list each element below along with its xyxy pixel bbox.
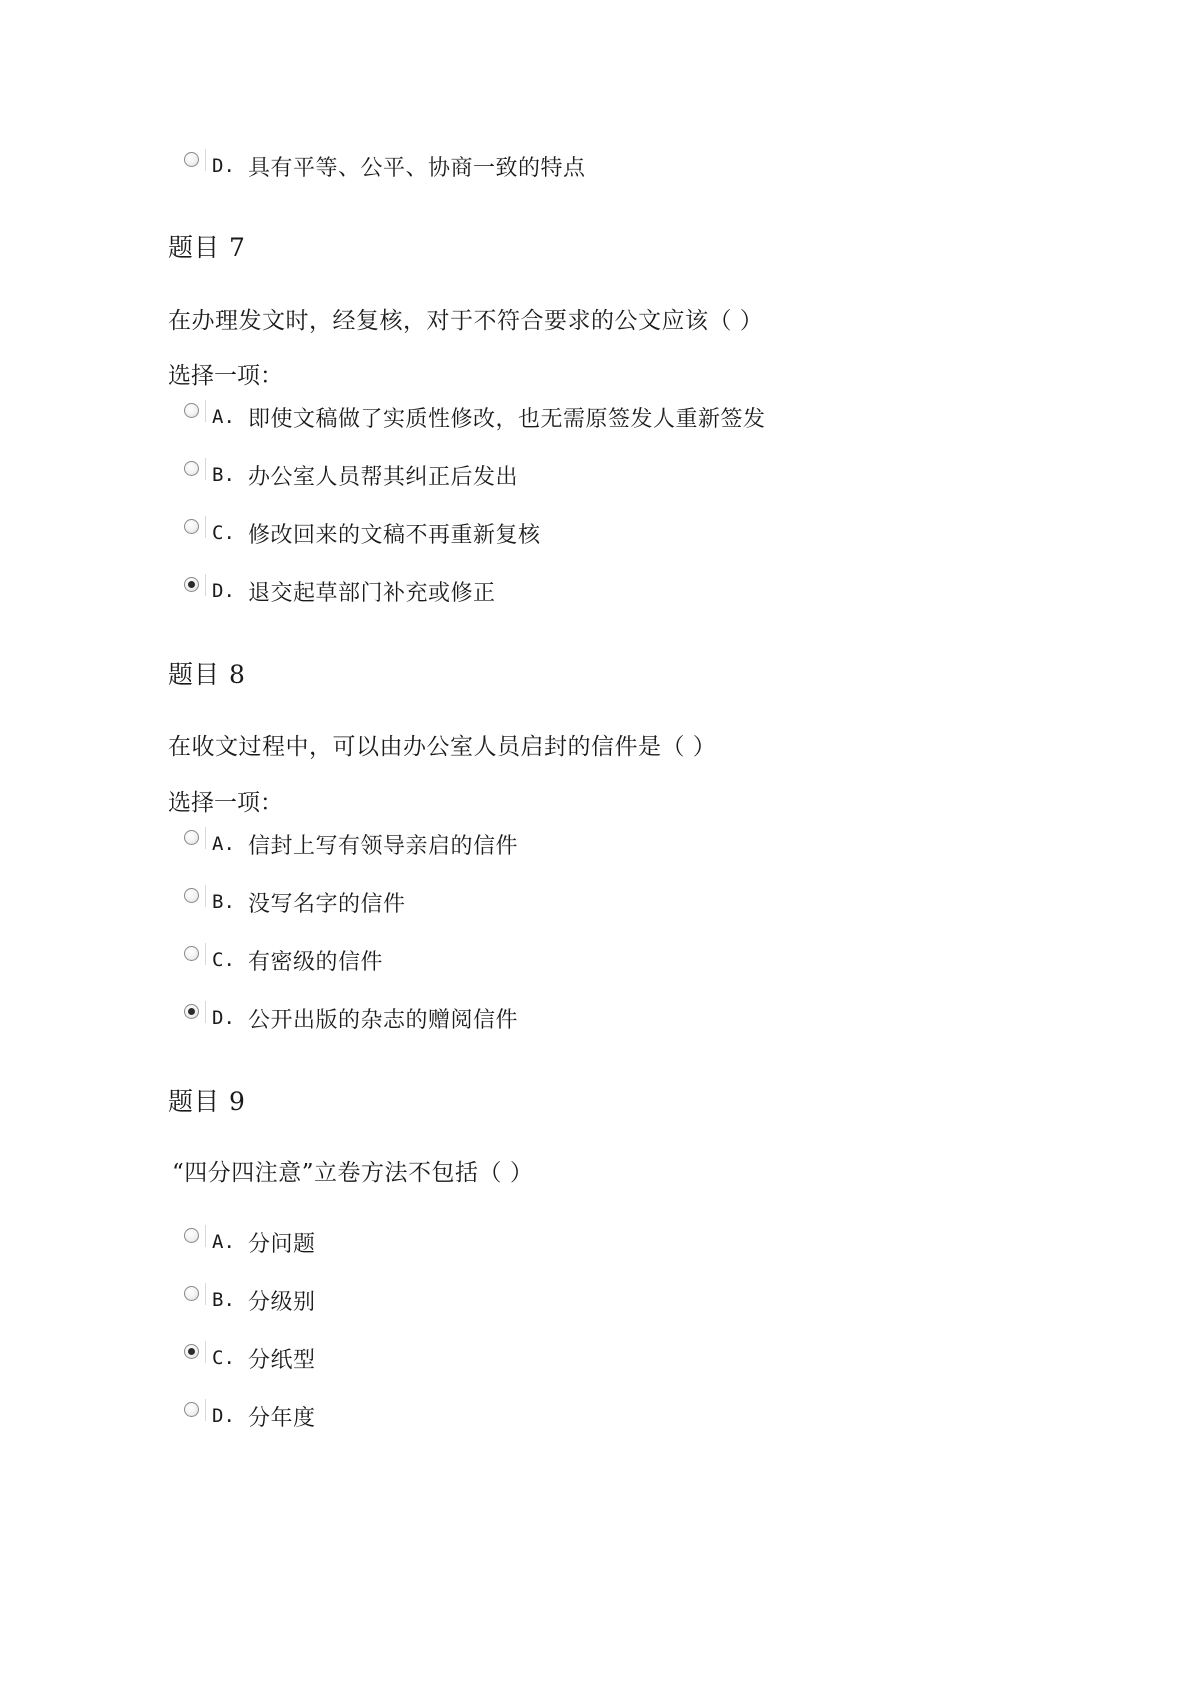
q8-option-c[interactable] [184, 942, 383, 978]
q9-option-b-radio[interactable] [184, 1286, 199, 1301]
q8-option-d-radio[interactable] [184, 1004, 199, 1019]
q8-option-a-letter: A. [212, 833, 235, 855]
option-divider [205, 574, 206, 596]
option-divider [205, 827, 206, 849]
q7-option-c[interactable] [184, 515, 541, 551]
q7-option-d-text: 退交起草部门补充或修正 [248, 580, 496, 606]
option-divider [205, 1001, 206, 1023]
q8-option-a[interactable] [184, 826, 518, 862]
q8-option-a-radio[interactable] [184, 830, 199, 845]
q8-option-d[interactable] [184, 1000, 518, 1036]
option-divider [205, 400, 206, 422]
q9-option-d[interactable] [184, 1398, 316, 1434]
q7-option-c-radio[interactable] [184, 519, 199, 534]
q7-option-b-text: 办公室人员帮其纠正后发出 [248, 464, 519, 490]
q8-option-c-text: 有密级的信件 [248, 949, 384, 975]
option-divider [205, 1283, 206, 1305]
q6-option-d[interactable] [184, 148, 586, 184]
q8-option-d-text: 公开出版的杂志的赠阅信件 [248, 1007, 519, 1033]
q9-option-a-text: 分问题 [248, 1231, 316, 1257]
q9-option-b[interactable] [184, 1282, 316, 1318]
option-divider [205, 1399, 206, 1421]
q7-option-b[interactable] [184, 457, 518, 493]
q8-stem: 在收文过程中，可以由办公室人员启封的信件是（ ） [168, 734, 717, 760]
q6-option-d-text: 具有平等、公平、协商一致的特点 [248, 155, 586, 181]
q9-stem: “四分四注意”立卷方法不包括（ ） [172, 1160, 534, 1186]
q8-option-b-letter: B. [212, 891, 235, 913]
q7-prompt: 选择一项： [168, 363, 283, 389]
q6-option-d-radio[interactable] [184, 152, 199, 167]
option-divider [205, 458, 206, 480]
q8-prompt: 选择一项： [168, 790, 283, 816]
q7-option-d[interactable] [184, 573, 496, 609]
q7-option-a-text: 即使文稿做了实质性修改，也无需原签发人重新签发 [248, 406, 766, 432]
q9-option-d-letter: D. [212, 1405, 235, 1427]
q9-option-c[interactable] [184, 1340, 316, 1376]
q7-option-a-letter: A. [212, 406, 235, 428]
option-divider [205, 149, 206, 171]
q7-heading: 题目 7 [168, 233, 246, 262]
q7-option-d-radio[interactable] [184, 577, 199, 592]
q9-option-c-radio[interactable] [184, 1344, 199, 1359]
q8-option-c-letter: C. [212, 949, 235, 971]
q9-heading: 题目 9 [168, 1087, 246, 1116]
q9-option-a-radio[interactable] [184, 1228, 199, 1243]
q7-option-c-letter: C. [212, 522, 235, 544]
q8-heading: 题目 8 [168, 660, 246, 689]
option-divider [205, 885, 206, 907]
q9-option-b-letter: B. [212, 1289, 235, 1311]
q8-option-a-text: 信封上写有领导亲启的信件 [248, 833, 519, 859]
q9-option-d-radio[interactable] [184, 1402, 199, 1417]
q7-option-a[interactable] [184, 399, 766, 435]
q9-option-a-letter: A. [212, 1231, 235, 1253]
q8-option-b[interactable] [184, 884, 406, 920]
q7-stem: 在办理发文时，经复核，对于不符合要求的公文应该（ ） [168, 308, 764, 334]
q9-option-b-text: 分级别 [248, 1289, 316, 1315]
q9-option-c-text: 分纸型 [248, 1347, 316, 1373]
option-divider [205, 943, 206, 965]
option-divider [205, 516, 206, 538]
q8-option-d-letter: D. [212, 1007, 235, 1029]
q7-option-a-radio[interactable] [184, 403, 199, 418]
q9-option-d-text: 分年度 [248, 1405, 316, 1431]
q7-option-b-radio[interactable] [184, 461, 199, 476]
q8-option-b-text: 没写名字的信件 [248, 891, 406, 917]
q7-option-b-letter: B. [212, 464, 235, 486]
q8-option-b-radio[interactable] [184, 888, 199, 903]
q7-option-d-letter: D. [212, 580, 235, 602]
q9-option-c-letter: C. [212, 1347, 235, 1369]
option-divider [205, 1225, 206, 1247]
q9-option-a[interactable] [184, 1224, 316, 1260]
q7-option-c-text: 修改回来的文稿不再重新复核 [248, 522, 541, 548]
q8-option-c-radio[interactable] [184, 946, 199, 961]
q6-option-d-letter: D. [212, 155, 235, 177]
option-divider [205, 1341, 206, 1363]
